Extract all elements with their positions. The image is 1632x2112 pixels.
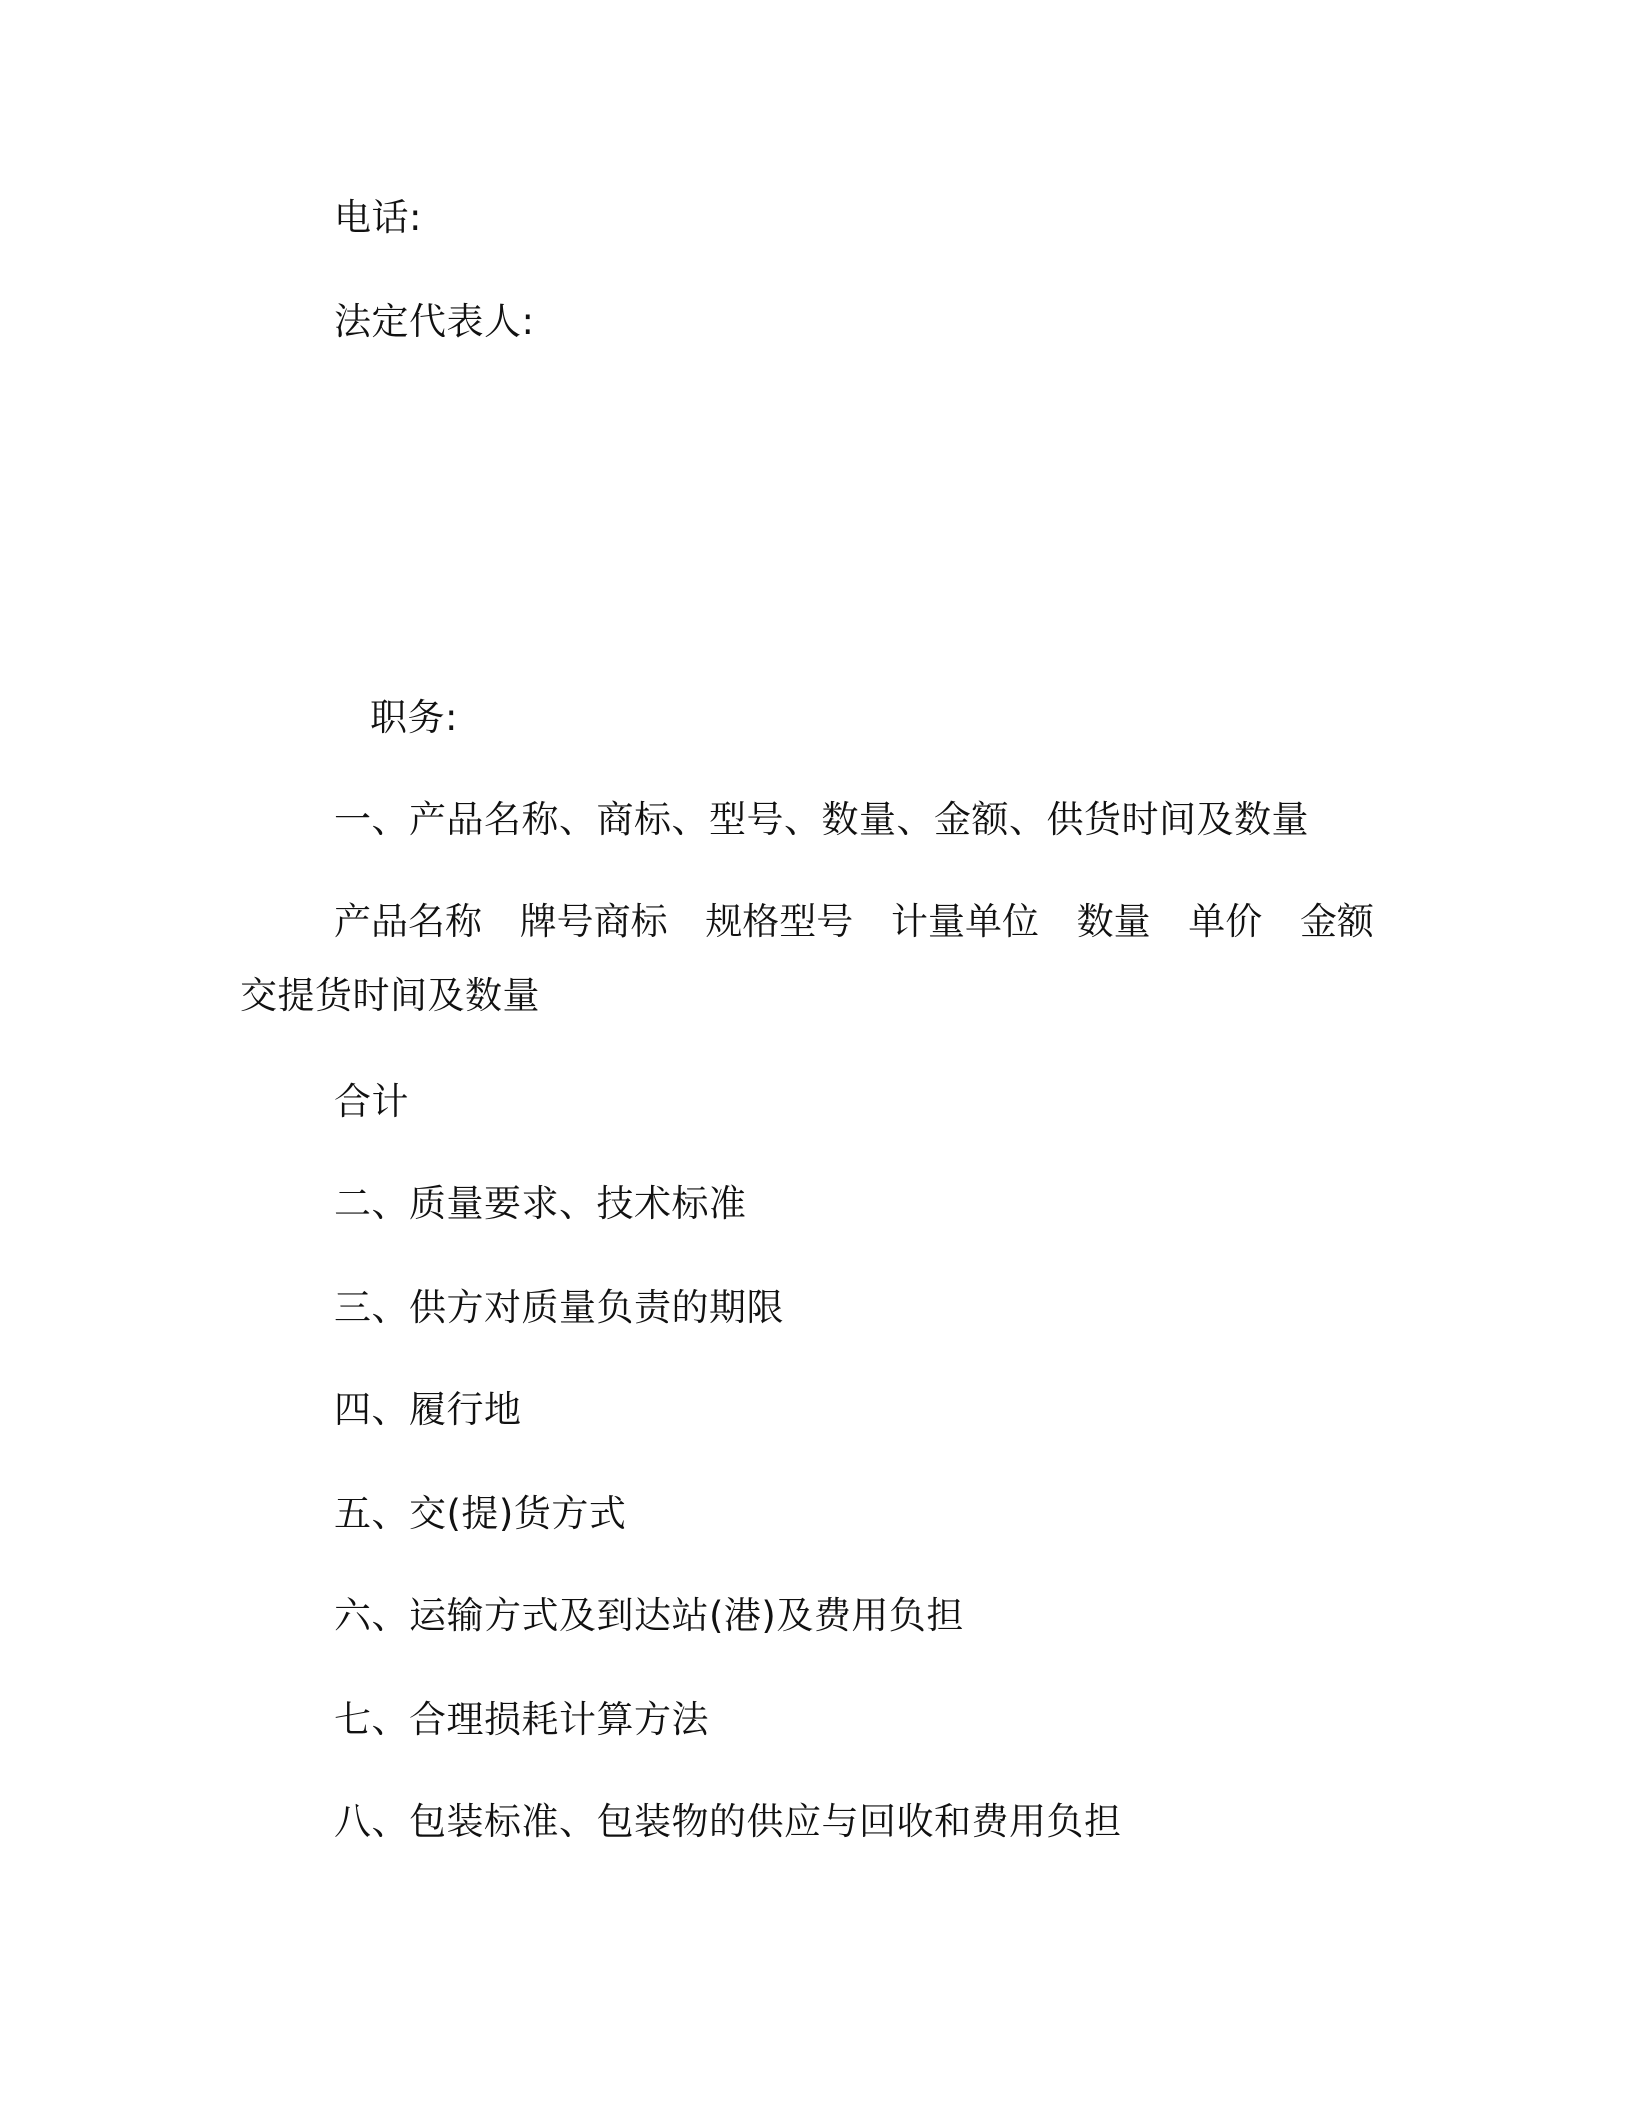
position-label: 职务: bbox=[370, 696, 458, 739]
column-quantity: 数量 bbox=[1076, 900, 1151, 943]
legal-representative-label: 法定代表人: bbox=[334, 300, 535, 343]
section-6-title: 六、运输方式及到达站(港)及费用负担 bbox=[334, 1594, 964, 1637]
phone-label: 电话: bbox=[334, 196, 422, 239]
section-2-title: 二、质量要求、技术标准 bbox=[334, 1182, 747, 1225]
section-8-title: 八、包装标准、包装物的供应与回收和费用负担 bbox=[334, 1800, 1122, 1843]
section-5-title: 五、交(提)货方式 bbox=[334, 1492, 627, 1535]
column-unit-price: 单价 bbox=[1188, 900, 1263, 943]
column-unit: 计量单位 bbox=[890, 900, 1039, 943]
section-7-title: 七、合理损耗计算方法 bbox=[334, 1698, 709, 1741]
section-4-title: 四、履行地 bbox=[334, 1388, 522, 1431]
column-amount: 金额 bbox=[1299, 900, 1374, 943]
total-label: 合计 bbox=[334, 1080, 409, 1123]
column-delivery-time-quantity: 交提货时间及数量 bbox=[240, 974, 540, 1017]
section-1-title: 一、产品名称、商标、型号、数量、金额、供货时间及数量 bbox=[334, 798, 1309, 841]
column-brand-trademark: 牌号商标 bbox=[519, 900, 668, 943]
section-3-title: 三、供方对质量负责的期限 bbox=[334, 1286, 784, 1329]
product-table-header bbox=[334, 898, 1374, 946]
column-product-name: 产品名称 bbox=[334, 900, 482, 943]
column-spec-model: 规格型号 bbox=[705, 900, 854, 943]
